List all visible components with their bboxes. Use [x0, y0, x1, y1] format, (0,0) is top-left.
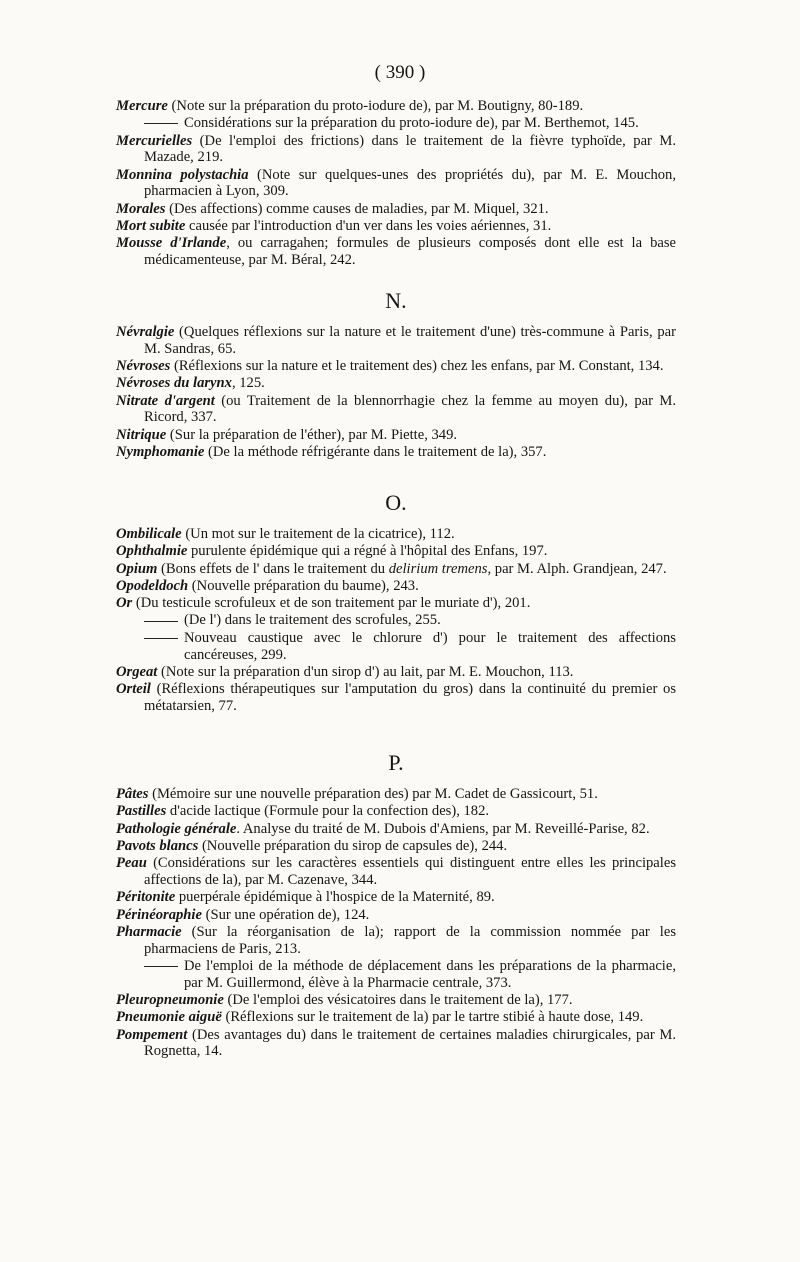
- repeat-dash: [144, 638, 178, 639]
- entry-text: , ou carragahen; formules de plusieurs composés dont elle est la base médicamenteuse, par M. Béral, 242.: [144, 235, 677, 269]
- section-letter: O.: [385, 490, 407, 515]
- entry-term: Nymphomanie: [116, 444, 205, 461]
- entry-text: (Réflexions sur le traitement de la) par le tartre stibié à haute dose, 149.: [221, 1009, 644, 1026]
- entry-term: Or: [116, 595, 133, 612]
- index-entry: [116, 855, 676, 889]
- entry-text: (Sur la préparation de l'éther), par M. Piette, 349.: [166, 426, 458, 443]
- entry-term: Orteil: [116, 681, 151, 698]
- entry-term: Névralgie: [116, 324, 175, 340]
- repeat-dash: [144, 123, 178, 124]
- entry-term: Morales: [116, 200, 166, 217]
- entry-text: . Analyse du traité de M. Dubois d'Amiens, par M. Reveillé-Parise, 82.: [236, 820, 650, 837]
- entry-term: Opodeldoch: [116, 577, 189, 594]
- entry-text: (De l'emploi des frictions) dans le traitement de la fièvre typhoïde, par M. Mazade, 219.: [144, 132, 676, 166]
- entry-text: (Note sur la préparation du proto-iodure de), par M. Boutigny, 80-189.: [167, 98, 584, 114]
- entry-text: Nouveau caustique avec le chlorure d') pour le traitement des affections cancéreuses, 299.: [184, 629, 676, 663]
- index-entry: [116, 1027, 676, 1061]
- section-m-continued: [116, 98, 676, 269]
- entry-text: (ou Traitement de la blennorrhagie chez la femme au moyen du), par M. Ricord, 337.: [144, 392, 677, 426]
- entry-term: Peau: [116, 855, 147, 872]
- index-entry: [116, 375, 676, 392]
- index-entry: [116, 324, 676, 358]
- entry-term: Mercurielles: [116, 132, 193, 149]
- index-entry: [116, 786, 676, 803]
- index-entry: [116, 133, 676, 167]
- entry-term: Monnina polystachia: [116, 166, 249, 183]
- index-entry: [116, 444, 676, 461]
- entry-term: Pastilles: [116, 803, 167, 820]
- entry-text: (Des affections) comme causes de maladies, par M. Miquel, 321.: [165, 200, 549, 217]
- repeat-dash: [144, 966, 178, 967]
- entry-term: Pathologie générale: [116, 820, 237, 837]
- index-entry: [116, 595, 676, 612]
- index-entry: [116, 821, 676, 838]
- index-entry: [116, 98, 676, 115]
- index-entry: [116, 526, 676, 543]
- entry-term: Pâtes: [116, 786, 149, 802]
- index-entry: [116, 201, 676, 218]
- index-entry: [116, 992, 676, 1009]
- entry-text: (De l') dans le traitement des scrofules, 255.: [184, 612, 441, 629]
- entry-term: Pavots blancs: [116, 837, 199, 854]
- entry-term: Périnéoraphie: [116, 906, 202, 923]
- entry-term: Névroses: [116, 358, 171, 375]
- entry-italic-text: delirium tremens: [388, 560, 488, 577]
- entry-text: (Du testicule scrofuleux et de son traitement par le muriate d'), 201.: [132, 595, 531, 612]
- entry-text: (Quelques réflexions sur la nature et le traitement d'une) très-commune à Paris, par M. Sandras, 65.: [144, 324, 676, 357]
- entry-text: (Sur une opération de), 124.: [201, 906, 370, 923]
- index-entry: [116, 889, 676, 906]
- entry-text: De l'emploi de la méthode de déplacement dans les préparations de la pharmacie, par M. Guillermond, élève à la Pharmacie centrale, 373.: [184, 957, 676, 991]
- index-entry: [116, 630, 676, 664]
- index-entry: [116, 958, 676, 992]
- entry-text: (De l'emploi des vésicatoires dans le traitement de la), 177.: [223, 992, 573, 1009]
- index-entry: [116, 924, 676, 958]
- section-o: [116, 490, 676, 715]
- index-entry: [116, 543, 676, 560]
- entry-text: (De la méthode réfrigérante dans le traitement de la), 357.: [204, 444, 547, 461]
- index-entry: [116, 358, 676, 375]
- index-entry: [116, 427, 676, 444]
- index-entry: [116, 393, 676, 427]
- entry-text: (Nouvelle préparation du sirop de capsules de), 244.: [198, 837, 508, 854]
- repeat-dash: [144, 621, 178, 622]
- entry-text: (Considérations sur les caractères essentiels qui distinguent entre elles les principales affections de la), par M. Cazenave, 344.: [144, 855, 676, 888]
- entry-text: causée par l'introduction d'un ver dans les voies aériennes, 31.: [185, 218, 552, 235]
- index-entry: [116, 578, 676, 595]
- index-entry: [116, 907, 676, 924]
- entry-term: Mousse d'Irlande: [116, 235, 227, 252]
- section-n: [116, 288, 676, 461]
- index-entry: [116, 167, 676, 201]
- index-entry: [116, 838, 676, 855]
- entry-term: Opium: [116, 560, 158, 577]
- index-entry: [116, 803, 676, 820]
- entry-term: Ombilicale: [116, 526, 182, 542]
- entry-text: (Note sur quelques-unes des propriétés du), par M. E. Mouchon, pharmacien à Lyon, 309.: [144, 166, 676, 200]
- page-number: ( 390 ): [374, 62, 426, 83]
- entry-text: puerpérale épidémique à l'hospice de la Maternité, 89.: [175, 889, 495, 906]
- entry-term: Pneumonie aiguë: [116, 1009, 222, 1026]
- entry-text: Considérations sur la préparation du proto-iodure de), par M. Berthemot, 145.: [184, 115, 639, 132]
- entry-term: Mort subite: [116, 218, 186, 235]
- entry-term: Nitrique: [116, 426, 167, 443]
- entry-text: d'acide lactique (Formule pour la confection des), 182.: [166, 803, 490, 820]
- entry-term: Mercure: [116, 98, 168, 114]
- entry-text: (Nouvelle préparation du baume), 243.: [188, 577, 419, 594]
- entry-term: Pleuropneumonie: [116, 992, 224, 1009]
- section-letter: N.: [385, 288, 407, 313]
- section-p: [116, 750, 676, 1061]
- index-entry: [116, 235, 676, 269]
- index-entry: [116, 612, 676, 629]
- entry-text: (Réflexions thérapeutiques sur l'amputation du gros) dans la continuité du premier os métatarsien, 77.: [144, 681, 676, 714]
- entry-term: Névroses du larynx: [116, 375, 232, 392]
- index-entry: [116, 115, 676, 132]
- entry-term: Péritonite: [116, 889, 176, 906]
- index-entry: [116, 1009, 676, 1026]
- index-entry: [116, 561, 676, 578]
- entry-term: Nitrate d'argent: [116, 392, 215, 409]
- index-entry: [116, 218, 676, 235]
- entry-text: , 125.: [231, 375, 265, 392]
- section-letter: P.: [388, 750, 404, 775]
- entry-term: Pompement: [116, 1026, 188, 1043]
- entry-term: Orgeat: [116, 663, 158, 680]
- entry-term: Ophthalmie: [116, 543, 188, 560]
- entry-text: (Un mot sur le traitement de la cicatrice), 112.: [181, 526, 455, 542]
- index-entry: [116, 664, 676, 681]
- entry-text: (Sur la réorganisation de la); rapport de la commission nommée par les pharmaciens de Paris, 213.: [144, 923, 676, 957]
- entry-text: (Des avantages du) dans le traitement de certaines maladies chirurgicales, par M. Rognetta, 14.: [144, 1026, 676, 1060]
- entry-text: (Réflexions sur la nature et le traitement des) chez les enfans, par M. Constant, 134.: [170, 358, 664, 375]
- entry-text: purulente épidémique qui a régné à l'hôpital des Enfans, 197.: [187, 543, 548, 560]
- entry-term: Pharmacie: [116, 923, 182, 940]
- index-entry: [116, 681, 676, 715]
- entry-text-continued: , par M. Alph. Grandjean, 247.: [487, 560, 667, 577]
- entry-text: (Note sur la préparation d'un sirop d') au lait, par M. E. Mouchon, 113.: [157, 663, 574, 680]
- entry-text: (Mémoire sur une nouvelle préparation des) par M. Cadet de Gassicourt, 51.: [148, 786, 598, 802]
- entry-text: (Bons effets de l' dans le traitement du: [157, 560, 389, 577]
